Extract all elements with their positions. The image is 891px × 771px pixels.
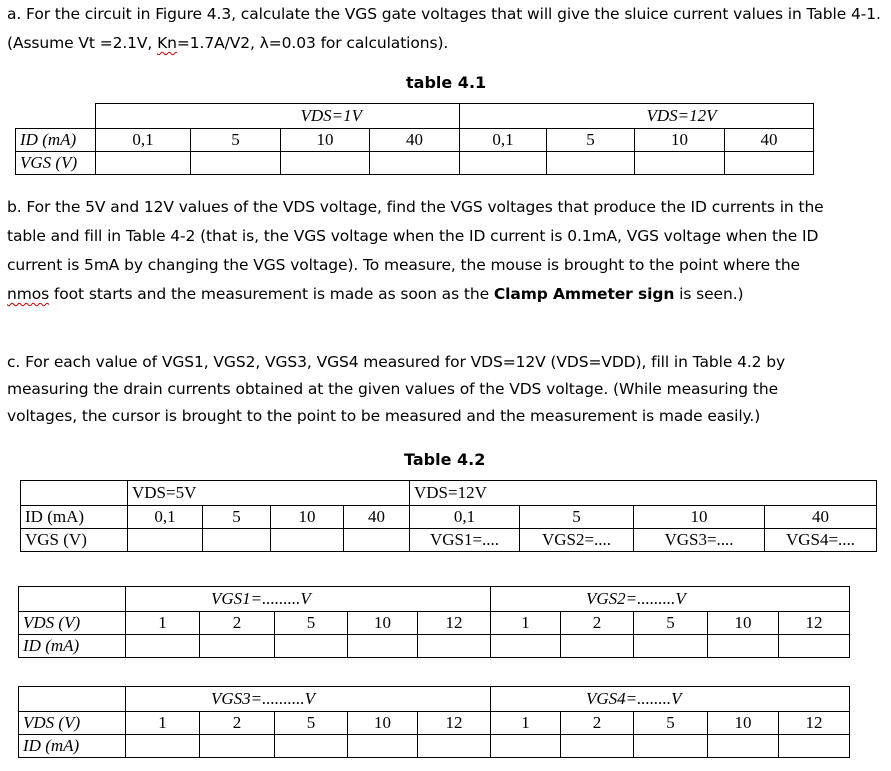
- part-b-text: [7, 193, 885, 309]
- part-c-line-2: measuring the drain currents obtained at the given values of the VDS voltage. (While measuring the: [7, 380, 779, 398]
- table-4-2-cell: 0,1: [410, 506, 520, 529]
- nmos-text: nmos: [7, 285, 50, 303]
- table-4-empty-cell: [275, 735, 348, 758]
- table-4-2-cell: 5: [203, 506, 271, 529]
- table-4-1: [15, 103, 814, 175]
- table-3-id-label: ID (mA): [19, 635, 126, 658]
- table-4-1-id-label: ID (mA): [16, 129, 96, 152]
- table-4-2-vgs2-cell: VGS2=....: [520, 529, 634, 552]
- table-4-1-cell: 40: [370, 129, 460, 152]
- table-3-empty-cell: [126, 635, 200, 658]
- table-4-1-empty-cell: [281, 152, 370, 175]
- table-3-cell: 2: [561, 612, 634, 635]
- part-b-line-1: b. For the 5V and 12V values of the VDS voltage, find the VGS voltages that produce the ID currents in the: [7, 198, 824, 216]
- table-4-1-cell: 5: [547, 129, 635, 152]
- table-4-empty-cell: [200, 735, 275, 758]
- table-4-1-caption: table 4.1: [406, 73, 487, 92]
- vgs4-header: VGS4=........V: [491, 687, 850, 712]
- table-4-cell: 1: [491, 712, 561, 735]
- table-4-2-cell: 5: [520, 506, 634, 529]
- table-4-empty-cell: [708, 735, 779, 758]
- table-4-cell: 5: [275, 712, 348, 735]
- table-4-empty-cell: [491, 735, 561, 758]
- table-4-cell: 1: [126, 712, 200, 735]
- table-4-1-cell: 0,1: [96, 129, 191, 152]
- table-4-1-empty-cell: [635, 152, 725, 175]
- table-3-empty-cell: [561, 635, 634, 658]
- table-4-1-empty-cell: [370, 152, 460, 175]
- table-4-1-empty-cell: [547, 152, 635, 175]
- table-4-1-group-1: VDS=1V: [191, 104, 370, 129]
- table-4-1-empty-cell: [96, 152, 191, 175]
- table-4-2-vgs3-cell: VGS3=....: [634, 529, 765, 552]
- table-4-1-cell: 5: [191, 129, 281, 152]
- table-4-empty-cell: [561, 735, 634, 758]
- table-3-cell: 5: [275, 612, 348, 635]
- table-4-2: [20, 480, 877, 552]
- table-4-2-group-2: VDS=12V: [410, 481, 877, 506]
- table-3-empty-cell: [418, 635, 491, 658]
- table-4-cell: 10: [348, 712, 418, 735]
- table-3-cell: 5: [634, 612, 708, 635]
- table-4-2-empty-cell: [203, 529, 271, 552]
- table-4-2-id-label: ID (mA): [21, 506, 128, 529]
- table-4-1-group-2: VDS=12V: [547, 104, 725, 129]
- table-3-empty-cell: [779, 635, 850, 658]
- vgs2-header: VGS2=.........V: [491, 587, 850, 612]
- table-3-empty-cell: [200, 635, 275, 658]
- table-4-2-empty-cell: [344, 529, 410, 552]
- table-4-cell: 10: [708, 712, 779, 735]
- table-3-cell: 1: [491, 612, 561, 635]
- table-4-empty-cell: [634, 735, 708, 758]
- table-4-cell: 5: [634, 712, 708, 735]
- part-b-line-4: nmos foot starts and the measurement is made as soon as the Clamp Ammeter sign is seen.): [7, 285, 744, 303]
- part-a-text-before: a. For the circuit in Figure 4.3, calculate the VGS gate voltages that will give the sluice current values in Table 4-1. (Assume Vt =2.1V,: [7, 5, 881, 52]
- part-c-text: [7, 349, 885, 430]
- part-c-line-3: voltages, the cursor is brought to the point to be measured and the measurement is made easily.): [7, 407, 761, 425]
- table-4-2-vgs1-cell: VGS1=....: [410, 529, 520, 552]
- table-3-cell: 10: [348, 612, 418, 635]
- table-vgs3-vgs4: [18, 686, 850, 758]
- table-3-vds-label: VDS (V): [19, 612, 126, 635]
- table-4-cell: 12: [779, 712, 850, 735]
- table-4-cell: 2: [200, 712, 275, 735]
- table-4-1-empty-cell: [725, 152, 814, 175]
- table-4-2-cell: 40: [765, 506, 877, 529]
- table-4-2-vgs4-cell: VGS4=....: [765, 529, 877, 552]
- table-4-1-empty-cell: [191, 152, 281, 175]
- table-4-empty-cell: [126, 735, 200, 758]
- part-a-text: [7, 0, 885, 58]
- table-4-1-cell: 40: [725, 129, 814, 152]
- table-4-empty-cell: [779, 735, 850, 758]
- table-4-2-caption: Table 4.2: [404, 450, 486, 469]
- part-c-line-1: c. For each value of VGS1, VGS2, VGS3, VGS4 measured for VDS=12V (VDS=VDD), fill in Table 4.2 by: [7, 353, 786, 371]
- part-b-line-2: table and fill in Table 4-2 (that is, the VGS voltage when the ID current is 0.1mA, VGS voltage when the ID: [7, 227, 819, 245]
- table-4-2-cell: 0,1: [128, 506, 203, 529]
- table-3-empty-cell: [634, 635, 708, 658]
- table-4-cell: 2: [561, 712, 634, 735]
- table-4-2-cell: 10: [271, 506, 344, 529]
- clamp-ammeter-text: Clamp Ammeter sign: [493, 285, 675, 303]
- table-vgs1-vgs2: [18, 586, 850, 658]
- table-3-cell: 2: [200, 612, 275, 635]
- table-4-2-vgs-label: VGS (V): [21, 529, 128, 552]
- table-4-id-label: ID (mA): [19, 735, 126, 758]
- part-a-text-after: =1.7A/V2, λ=0.03 for calculations).: [176, 34, 449, 52]
- table-4-cell: 12: [418, 712, 491, 735]
- vgs1-header: VGS1=.........V: [126, 587, 491, 612]
- table-4-empty-cell: [418, 735, 491, 758]
- kn-text: Kn: [157, 34, 177, 52]
- table-4-1-cell: 0,1: [460, 129, 547, 152]
- table-4-2-cell: 40: [344, 506, 410, 529]
- table-4-2-empty-cell: [271, 529, 344, 552]
- table-3-empty-cell: [275, 635, 348, 658]
- table-4-1-cell: 10: [635, 129, 725, 152]
- table-4-vds-label: VDS (V): [19, 712, 126, 735]
- part-b-line-3: current is 5mA by changing the VGS voltage). To measure, the mouse is brought to the point where the: [7, 256, 800, 274]
- table-4-2-group-1: VDS=5V: [128, 481, 410, 506]
- table-3-cell: 12: [418, 612, 491, 635]
- table-3-cell: 1: [126, 612, 200, 635]
- table-4-1-cell: 10: [281, 129, 370, 152]
- table-4-2-cell: 10: [634, 506, 765, 529]
- table-4-empty-cell: [348, 735, 418, 758]
- table-3-empty-cell: [491, 635, 561, 658]
- table-4-2-empty-cell: [128, 529, 203, 552]
- vgs3-header: VGS3=..........V: [126, 687, 491, 712]
- table-3-cell: 10: [708, 612, 779, 635]
- table-4-1-empty-cell: [460, 152, 547, 175]
- table-4-1-vgs-label: VGS (V): [16, 152, 96, 175]
- table-3-cell: 12: [779, 612, 850, 635]
- table-3-empty-cell: [708, 635, 779, 658]
- table-3-empty-cell: [348, 635, 418, 658]
